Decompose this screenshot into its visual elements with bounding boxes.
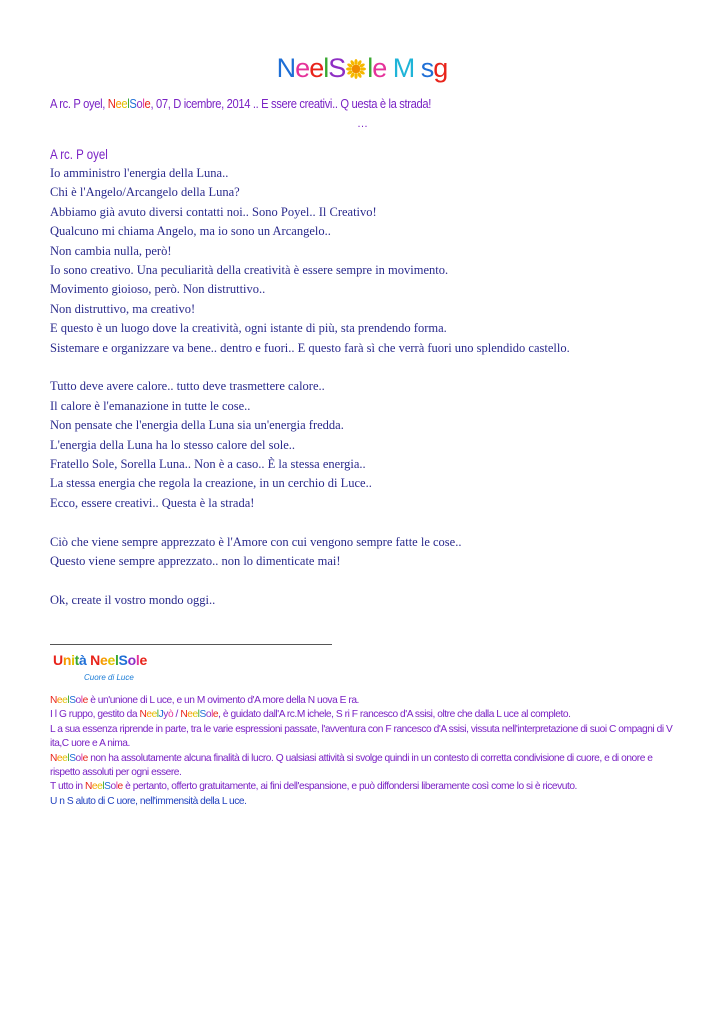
message-line: Movimento gioioso, però. Non distruttivo.. [50,282,266,297]
title-letter: S [328,53,346,83]
message-line: Ciò che viene sempre apprezzato è l'Amore con cui vengono sempre fatte le cose.. [50,534,462,549]
footer-line-2-sep: / [173,709,181,721]
footer-brand: NeelSole [50,695,88,706]
footer-divider [50,644,332,645]
footer-line-6: U n S aluto di C uore, nell'immensità della L uce. [50,795,247,807]
footer-line-1 [50,694,680,708]
title-letter: M [392,53,415,83]
message-line: Questo viene sempre apprezzato.. non lo dimenticate mai! [50,554,341,569]
message-line: Non distruttivo, ma creativo! [50,301,196,316]
speaker-name: A rc. P oyel [50,146,108,162]
footer-line-2a: I l G ruppo, gestito da [50,709,140,721]
footer-line-1-text: è un'unione di L uce, e un M ovimento d'A more della N uova E ra. [87,695,359,706]
paragraph-gap [50,572,690,591]
footer-line-4-text: non ha assolutamente alcuna finalità di lucro. Q ualsiasi attività si svolge quindi in un contesto di corretta condivisione di cuore, e di onore e rispetto assoluti per ogni essere. [50,752,653,779]
footer-brand-neeljyo: NeelJyò [139,709,174,721]
footer-line-2 [50,708,680,722]
title-letter: s [420,53,434,83]
message-line: Qualcuno mi chiama Angelo, ma io sono un Arcangelo.. [50,224,331,239]
title-letter: g [433,53,448,83]
footer-brand: NeelSole [50,752,88,764]
subtitle-prefix: A rc. P oyel, [50,96,108,111]
message-line: E questo è un luogo dove la creatività, ogni istante di più, sta prendendo forma. [50,321,447,336]
message-body [50,164,690,610]
footer-line-2b: , è guidato dall'A rc.M ichele, S ri F rancesco d'A ssisi, oltre che dalla L uce al completo. [218,709,571,721]
footer-brand: NeelSole [180,709,219,721]
footer-text [50,694,680,809]
footer-line-3: L a sua essenza riprende in parte, tra le varie espressioni passate, l'avventura con F rancesco d'A ssisi, vissuta nell'interpretazione di suoi C ompagni di V ita,C uore e A nima. [50,723,673,750]
paragraph-gap [50,513,690,532]
title-letter: e [295,53,310,83]
message-line: Io amministro l'energia della Luna.. [50,166,229,180]
logo-word-unita: Unità [53,652,87,668]
message-line: Fratello Sole, Sorella Luna.. Non è a caso.. È la stessa energia.. [50,457,366,472]
message-line: Chi è l'Angelo/Arcangelo della Luna? [50,185,240,200]
message-line: L'energia della Luna ha lo stesso calore del sole.. [50,437,295,452]
message-line: Abbiamo già avuto diversi contatti noi.. Sono Poyel.. Il Creativo! [50,204,377,219]
message-line: Non cambia nulla, però! [50,243,172,258]
footer-line-4 [50,752,680,781]
subtitle-brand: NeelSole [107,96,151,111]
footer-logo [53,652,147,668]
footer-line-5a: T utto in [50,781,85,793]
page-title [0,50,724,86]
subtitle-ellipsis: … [357,118,368,130]
message-line: Non pensate che l'energia della Luna sia un'energia fredda. [50,418,344,433]
message-line: La stessa energia che regola la creazione, in un cerchio di Luce.. [50,476,372,491]
title-letter: e [372,53,387,83]
title-letter: e [309,53,324,83]
logo-word-neelsole: NeelSole [90,652,147,668]
subtitle-rest: , 07, D icembre, 2014 .. E ssere creativi.. Q uesta è la strada! [150,96,432,111]
message-line: Il calore è l'emanazione in tutte le cose.. [50,398,251,413]
footer-brand: NeelSole [84,781,123,793]
title-letter: l [323,53,329,83]
message-subtitle [50,96,587,111]
message-line: Ok, create il vostro mondo oggi.. [50,592,216,607]
message-line: Ecco, essere creativi.. Questa è la strada! [50,495,255,510]
footer-line-5b: è pertanto, offerto gratuitamente, ai fini dell'espansione, e può diffondersi liberamente così come lo si è ricevuto. [122,781,577,793]
sun-icon [346,52,366,72]
title-letter: l [367,53,373,83]
logo-subtitle: Cuore di Luce [84,673,134,682]
message-line: Sistemare e organizzare va bene.. dentro e fuori.. E questo farà sì che verrà fuori uno splendido castello. [50,340,570,355]
footer-line-5 [50,780,680,794]
message-line: Io sono creativo. Una peculiarità della creatività è essere sempre in movimento. [50,263,449,278]
message-line: Tutto deve avere calore.. tutto deve trasmettere calore.. [50,379,325,394]
paragraph-gap [50,358,690,377]
title-letter: N [276,53,296,83]
